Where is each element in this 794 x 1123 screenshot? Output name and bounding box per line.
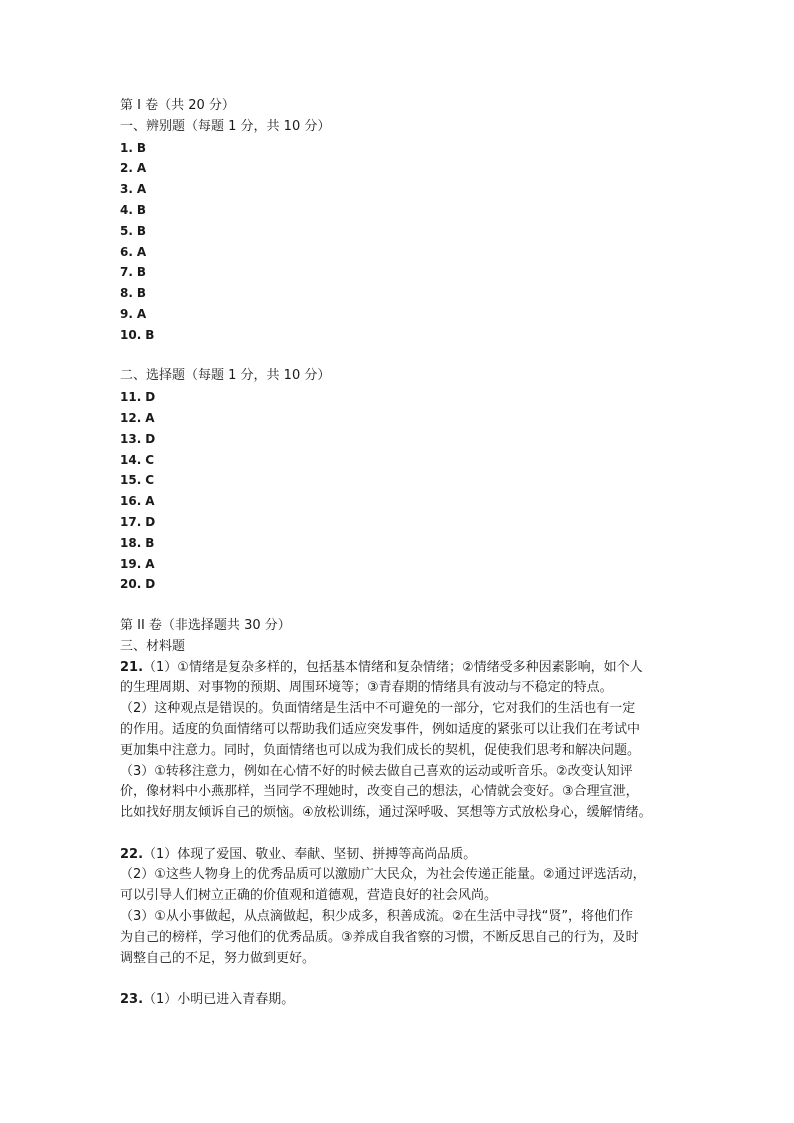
section2-heading: 二、选择题（每题 1 分，共 10 分） — [120, 368, 331, 384]
answer-number: 6. — [120, 244, 133, 259]
answer-line: 价，像材料中小燕那样，当同学不理她时，改变自己的想法，心情就会变好。③合理宣泄， — [120, 784, 639, 800]
answer-number: 18. — [120, 535, 142, 550]
answer-number: 17. — [120, 514, 142, 529]
answer-item — [120, 554, 680, 575]
answer-choice: A — [145, 410, 155, 425]
answer-number: 10. — [120, 327, 142, 342]
answer-number: 11. — [120, 390, 142, 405]
spacer — [120, 595, 680, 616]
answer-item — [120, 574, 680, 595]
answer-number: 12. — [120, 410, 142, 425]
answer-line: （2）①这些人物身上的优秀品质可以激励广大民众，为社会传递正能量。②通过评选活动， — [120, 867, 646, 883]
spacer — [120, 824, 680, 845]
spacer — [120, 969, 680, 990]
answer-number: 8. — [120, 286, 133, 301]
answer-item — [120, 304, 680, 325]
answer-choice: C — [145, 452, 155, 467]
answer-choice: B — [136, 223, 147, 238]
answer-line: 调整自己的不足，努力做到更好。 — [120, 950, 316, 966]
answer-choice: A — [136, 306, 147, 321]
answer-choice: A — [136, 244, 147, 259]
answer-line — [120, 845, 680, 866]
document-page — [120, 96, 680, 1011]
question-22-answer — [120, 845, 680, 970]
answer-item — [120, 138, 680, 159]
answer-choice: C — [145, 473, 155, 488]
question-number: 21. — [120, 659, 144, 675]
answer-line: 为自己的榜样，学习他们的优秀品质。③养成自我省察的习惯，不断反思自己的行为，及时 — [120, 929, 639, 945]
answer-text: （1）小明已进入青春期。 — [143, 992, 295, 1008]
answer-choice: D — [145, 431, 156, 446]
answer-number: 13. — [120, 431, 142, 446]
answer-number: 9. — [120, 306, 133, 321]
answer-item — [120, 221, 680, 242]
question-number: 23. — [120, 992, 144, 1008]
spacer — [120, 346, 680, 367]
answer-line: 的作用。适度的负面情绪可以帮助我们适应突发事件，例如适度的紧张可以让我们在考试中 — [120, 721, 641, 737]
answer-number: 19. — [120, 556, 142, 571]
answer-number: 7. — [120, 265, 133, 280]
answer-choice: B — [136, 202, 147, 217]
answer-line: （2）这种观点是错误的。负面情绪是生活中不可避免的一部分，它对我们的生活也有一定 — [120, 701, 636, 717]
answer-item — [120, 491, 680, 512]
answer-choice: B — [145, 535, 155, 550]
answer-item — [120, 387, 680, 408]
answer-line: 更加集中注意力。同时，负面情绪也可以成为我们成长的契机，促使我们思考和解决问题。 — [120, 742, 641, 758]
answer-number: 16. — [120, 494, 142, 509]
section3-heading: 三、材料题 — [120, 638, 186, 654]
answer-choice: B — [136, 286, 147, 301]
answer-choice: A — [136, 161, 147, 176]
answer-item — [120, 512, 680, 533]
question-21-answer — [120, 658, 680, 824]
answer-choice: A — [145, 494, 155, 509]
answer-item — [120, 200, 680, 221]
answer-line: 比如找好朋友倾诉自己的烦恼。④放松训练，通过深呼吸、冥想等方式放松身心，缓解情绪。 — [120, 805, 652, 821]
answer-number: 20. — [120, 577, 142, 592]
answer-line: 的生理周期、对事物的预期、周围环境等；③青春期的情绪具有波动与不稳定的特点。 — [120, 680, 613, 696]
answer-item — [120, 470, 680, 491]
answer-item — [120, 262, 680, 283]
answer-choice: B — [136, 265, 147, 280]
answer-text: （1）体现了爱国、敬业、奉献、坚韧、拼搏等高尚品质。 — [143, 846, 477, 862]
answer-line — [120, 658, 680, 679]
section1-answer-list — [120, 138, 680, 346]
answer-line — [120, 990, 680, 1011]
section1-heading: 一、辨别题（每题 1 分，共 10 分） — [120, 118, 331, 134]
answer-choice: D — [145, 514, 156, 529]
answer-item — [120, 533, 680, 554]
answer-number: 3. — [120, 182, 133, 197]
answer-number: 4. — [120, 202, 133, 217]
answer-number: 2. — [120, 161, 133, 176]
answer-choice: A — [145, 556, 155, 571]
answer-text: （1）①情绪是复杂多样的，包括基本情绪和复杂情绪；②情绪受多种因素影响，如个人 — [143, 659, 643, 675]
answer-item — [120, 450, 680, 471]
answer-choice: A — [136, 182, 147, 197]
answer-line: （3）①转移注意力，例如在心情不好的时候去做自己喜欢的运动或听音乐。②改变认知评 — [120, 763, 633, 779]
answer-choice: D — [145, 577, 156, 592]
answer-line: 可以引导人们树立正确的价值观和道德观，营造良好的社会风尚。 — [120, 888, 498, 904]
answer-item — [120, 158, 680, 179]
answer-number: 5. — [120, 223, 133, 238]
answer-number: 1. — [120, 140, 133, 155]
answer-choice: D — [145, 390, 156, 405]
answer-number: 14. — [120, 452, 142, 467]
answer-line: （3）①从小事做起，从点滴做起，积少成多，积善成流。②在生活中寻找“贤”，将他们作 — [120, 909, 634, 925]
answer-item — [120, 242, 680, 263]
question-23-answer — [120, 990, 680, 1011]
answer-item — [120, 429, 680, 450]
question-number: 22. — [120, 846, 144, 862]
answer-item — [120, 179, 680, 200]
answer-item — [120, 325, 680, 346]
part2-title: 第 II 卷（非选择题共 30 分） — [120, 617, 291, 633]
answer-item — [120, 408, 680, 429]
part1-title: 第 I 卷（共 20 分） — [120, 98, 235, 113]
section2-answer-list — [120, 387, 680, 595]
answer-number: 15. — [120, 473, 142, 488]
answer-item — [120, 283, 680, 304]
answer-choice: B — [145, 327, 155, 342]
answer-choice: B — [136, 140, 147, 155]
